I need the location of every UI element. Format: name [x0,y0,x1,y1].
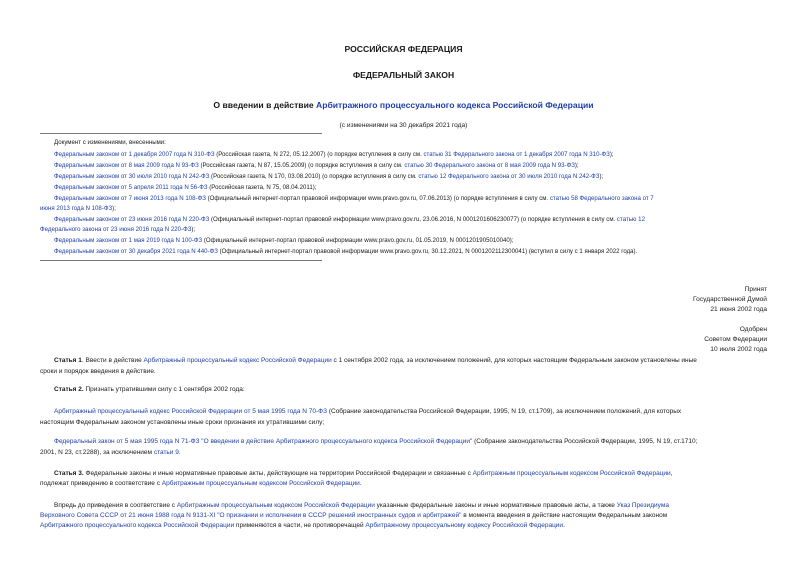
approved-label: Одобрен [739,326,767,333]
article-2-item-continued: 2001, N 23, ст.2288), за исключением статьи 9. [40,449,181,456]
accepted-label: Принят [744,286,767,293]
article-3: Статья 3. Федеральные законы и иные нормативные правовые акты, действующие на территории Российской Федерации и связанные с Арбитражным процессуальным кодексом Российской Федерации, [54,470,673,477]
code-link[interactable]: Арбитражному процессуальному кодексу Российской Федерации [365,522,564,529]
change-item: Федеральным законом от 1 декабря 2007 года N 310-ФЗ (Российская газета, N 272, 05.12.2007) (о порядке вступления в силу см. статью 31 Федерального закона от 1 декабря 2007 года N 310-ФЗ); [54,151,614,158]
country-heading: РОССИЙСКАЯ ФЕДЕРАЦИЯ [344,44,463,54]
doc-type-heading: ФЕДЕРАЛЬНЫЙ ЗАКОН [352,70,455,80]
article-2-item-continued: настоящим Федеральным законом установлены иные сроки признания их утратившими силу; [40,419,325,426]
article-2-item: Федеральный закон от 5 мая 1995 года N 71-ФЗ "О введении в действие Арбитражного процессуального кодекса Российской Федерации" (Собрание законодательства Российской Федерации, 1995, N 19, ст.1710; [54,438,698,445]
article-link[interactable]: статью 30 Федерального закона от 8 мая 2009 года N 93-ФЗ [404,162,575,169]
transitional-paragraph-continued: Верховного Совета СССР от 21 июня 1988 года N 9131-XI "О признании и исполнении в СССР решений иностранных судов и арбитражей" в момента введения в действие настоящим Федеральным законом [40,512,668,519]
article-link[interactable]: июня 2013 года N 108-ФЗ [40,205,113,212]
revision-note: (с изменениями на 30 декабря 2021 года) [339,122,468,129]
code-link[interactable]: Арбитражным процессуальным кодексом Российской Федерации [161,480,360,487]
article-2: Статья 2. Признать утратившими силу с 1 сентября 2002 года: [54,386,245,393]
change-item: Федеральным законом от 1 мая 2019 года N 100-ФЗ (Официальный интернет-портал правовой информации www.pravo.gov.ru, 01.05.2019, N 0001201905010040); [54,237,514,244]
change-item: Федеральным законом от 23 июня 2016 года N 220-ФЗ (Официальный интернет-портал правовой информации www.pravo.gov.ru, 23.06.2016, N 0001201606230077) (о порядке вступления в силу см. статью 12 [54,216,645,223]
article-2-item: Арбитражный процессуальный кодекс Российской Федерации от 5 мая 1995 года N 70-ФЗ (Собрание законодательства Российской Федерации, 1995, N 19, ст.1709), за исключением положений, для которых [54,408,682,415]
law-link[interactable]: Федеральным законом от 5 апреля 2011 года N 56-ФЗ [54,184,208,191]
divider-top [40,133,322,134]
article-link[interactable]: статью 31 Федерального закона от 1 декабря 2007 года N 310-ФЗ [423,151,610,158]
change-item: Федеральным законом от 8 мая 2009 года N 93-ФЗ (Российская газета, N 87, 15.05.2009) (о порядке вступления в силу см. статью 30 Федерального закона от 8 мая 2009 года N 93-ФЗ); [54,162,579,169]
article-1: Статья 1. Ввести в действие Арбитражный процессуальный кодекс Российской Федерации с 1 сентября 2002 года, за исключением положений, для которых настоящим Федеральным законом установлены иные [54,357,697,364]
article-3-label: Статья 3. [54,470,84,477]
council-label: Советом Федерации [704,336,767,343]
change-item: Федеральным законом от 30 декабря 2021 года N 440-ФЗ (Официальный интернет-портал правовой информации www.pravo.gov.ru, 30.12.2021, N 0001202112300041) (вступил в силу с 1 января 2022 года). [54,248,638,255]
article-link[interactable]: статью 12 [616,216,645,223]
title-prefix: О введении в действие [213,100,317,110]
law-link[interactable]: Федеральным законом от 1 мая 2019 года N 100-ФЗ [54,237,203,244]
duma-label: Государственной Думой [693,296,767,303]
change-item-continued: Федерального закона от 23 июня 2016 года N 220-ФЗ); [40,226,196,233]
article-9-link[interactable]: статьи 9 [153,449,179,456]
change-item: Федеральным законом от 30 июля 2010 года N 242-ФЗ (Российская газета, N 170, 03.08.2010) (о порядке вступления в силу см. статью 12 Федерального закона от 30 июля 2010 года N 242-ФЗ); [54,173,604,180]
article-link[interactable]: статью 12 Федерального закона от 30 июля 2010 года N 242-ФЗ [418,173,600,180]
article-link[interactable]: Федерального закона от 23 июня 2016 года N 220-ФЗ [40,226,192,233]
title-code-link[interactable]: Арбитражного процессуального кодекса Российской Федерации [316,100,594,110]
code-link[interactable]: Арбитражным процессуальным кодексом Российской Федерации [176,502,375,509]
article-1-continued: сроки и порядок введения в действие. [40,368,156,375]
council-date: 10 июля 2002 года [710,346,767,353]
article-link[interactable]: статью 58 Федерального закона от 7 [549,195,654,202]
duma-date: 21 июня 2002 года [710,306,767,313]
divider-bottom [40,260,322,261]
article-2-label: Статья 2. [54,386,84,393]
transitional-paragraph-continued: Арбитражного процессуального кодекса Российской Федерации применяются в части, не противоречащей Арбитражному процессуальному кодексу Российской Федерации. [40,522,565,529]
code-link[interactable]: Арбитражным процессуальным кодексом Российской Федерации [472,470,671,477]
decree-link[interactable]: Верховного Совета СССР от 21 июня 1988 года N 9131-XI "О признании и исполнении в СССР решений иностранных судов и арбитражей" [40,512,462,519]
law-link[interactable]: Федеральным законом от 1 декабря 2007 года N 310-ФЗ [54,151,215,158]
document-title [0,100,807,110]
law-link[interactable]: Федеральным законом от 8 мая 2009 года N 93-ФЗ [54,162,199,169]
law-link[interactable]: Федеральным законом от 30 июля 2010 года N 242-ФЗ [54,173,210,180]
change-item: Федеральным законом от 5 апреля 2011 года N 56-ФЗ (Российская газета, N 75, 08.04.2011); [54,184,317,191]
decree-link[interactable]: Указ Президиума [616,502,669,509]
code-link[interactable]: Арбитражный процессуальный кодекс Российской Федерации [143,357,332,364]
code-1995-link[interactable]: Арбитражный процессуальный кодекс Российской Федерации от 5 мая 1995 года N 70-ФЗ [54,408,328,415]
law-71-link[interactable]: Федеральный закон от 5 мая 1995 года N 71-ФЗ "О введении в действие Арбитражного процессуального кодекса Российской Федерации" [54,438,473,445]
code-link[interactable]: Арбитражного процессуального кодекса Российской Федерации [40,522,235,529]
transitional-paragraph: Впредь до приведения в соответствие с Арбитражным процессуальным кодексом Российской Федерации указанные федеральные законы и иные нормативные правовые акты, а также Указ Президиума [54,502,669,509]
law-link[interactable]: Федеральным законом от 30 декабря 2021 года N 440-ФЗ [54,248,218,255]
change-item: Федеральным законом от 7 июня 2013 года N 108-ФЗ (Официальный интернет-портал правовой информации www.pravo.gov.ru, 07.06.2013) (о порядке вступления в силу см. статью 58 Федерального закона от 7 [54,195,654,202]
law-link[interactable]: Федеральным законом от 23 июня 2016 года N 220-ФЗ [54,216,210,223]
changes-intro: Документ с изменениями, внесенными: [54,139,166,146]
law-link[interactable]: Федеральным законом от 7 июня 2013 года N 108-ФЗ [54,195,206,202]
change-item-continued: июня 2013 года N 108-ФЗ); [40,205,116,212]
article-3-continued: подлежат приведению в соответствие с Арбитражным процессуальным кодексом Российской Федерации. [40,480,362,487]
article-1-label: Статья 1 [54,357,82,364]
